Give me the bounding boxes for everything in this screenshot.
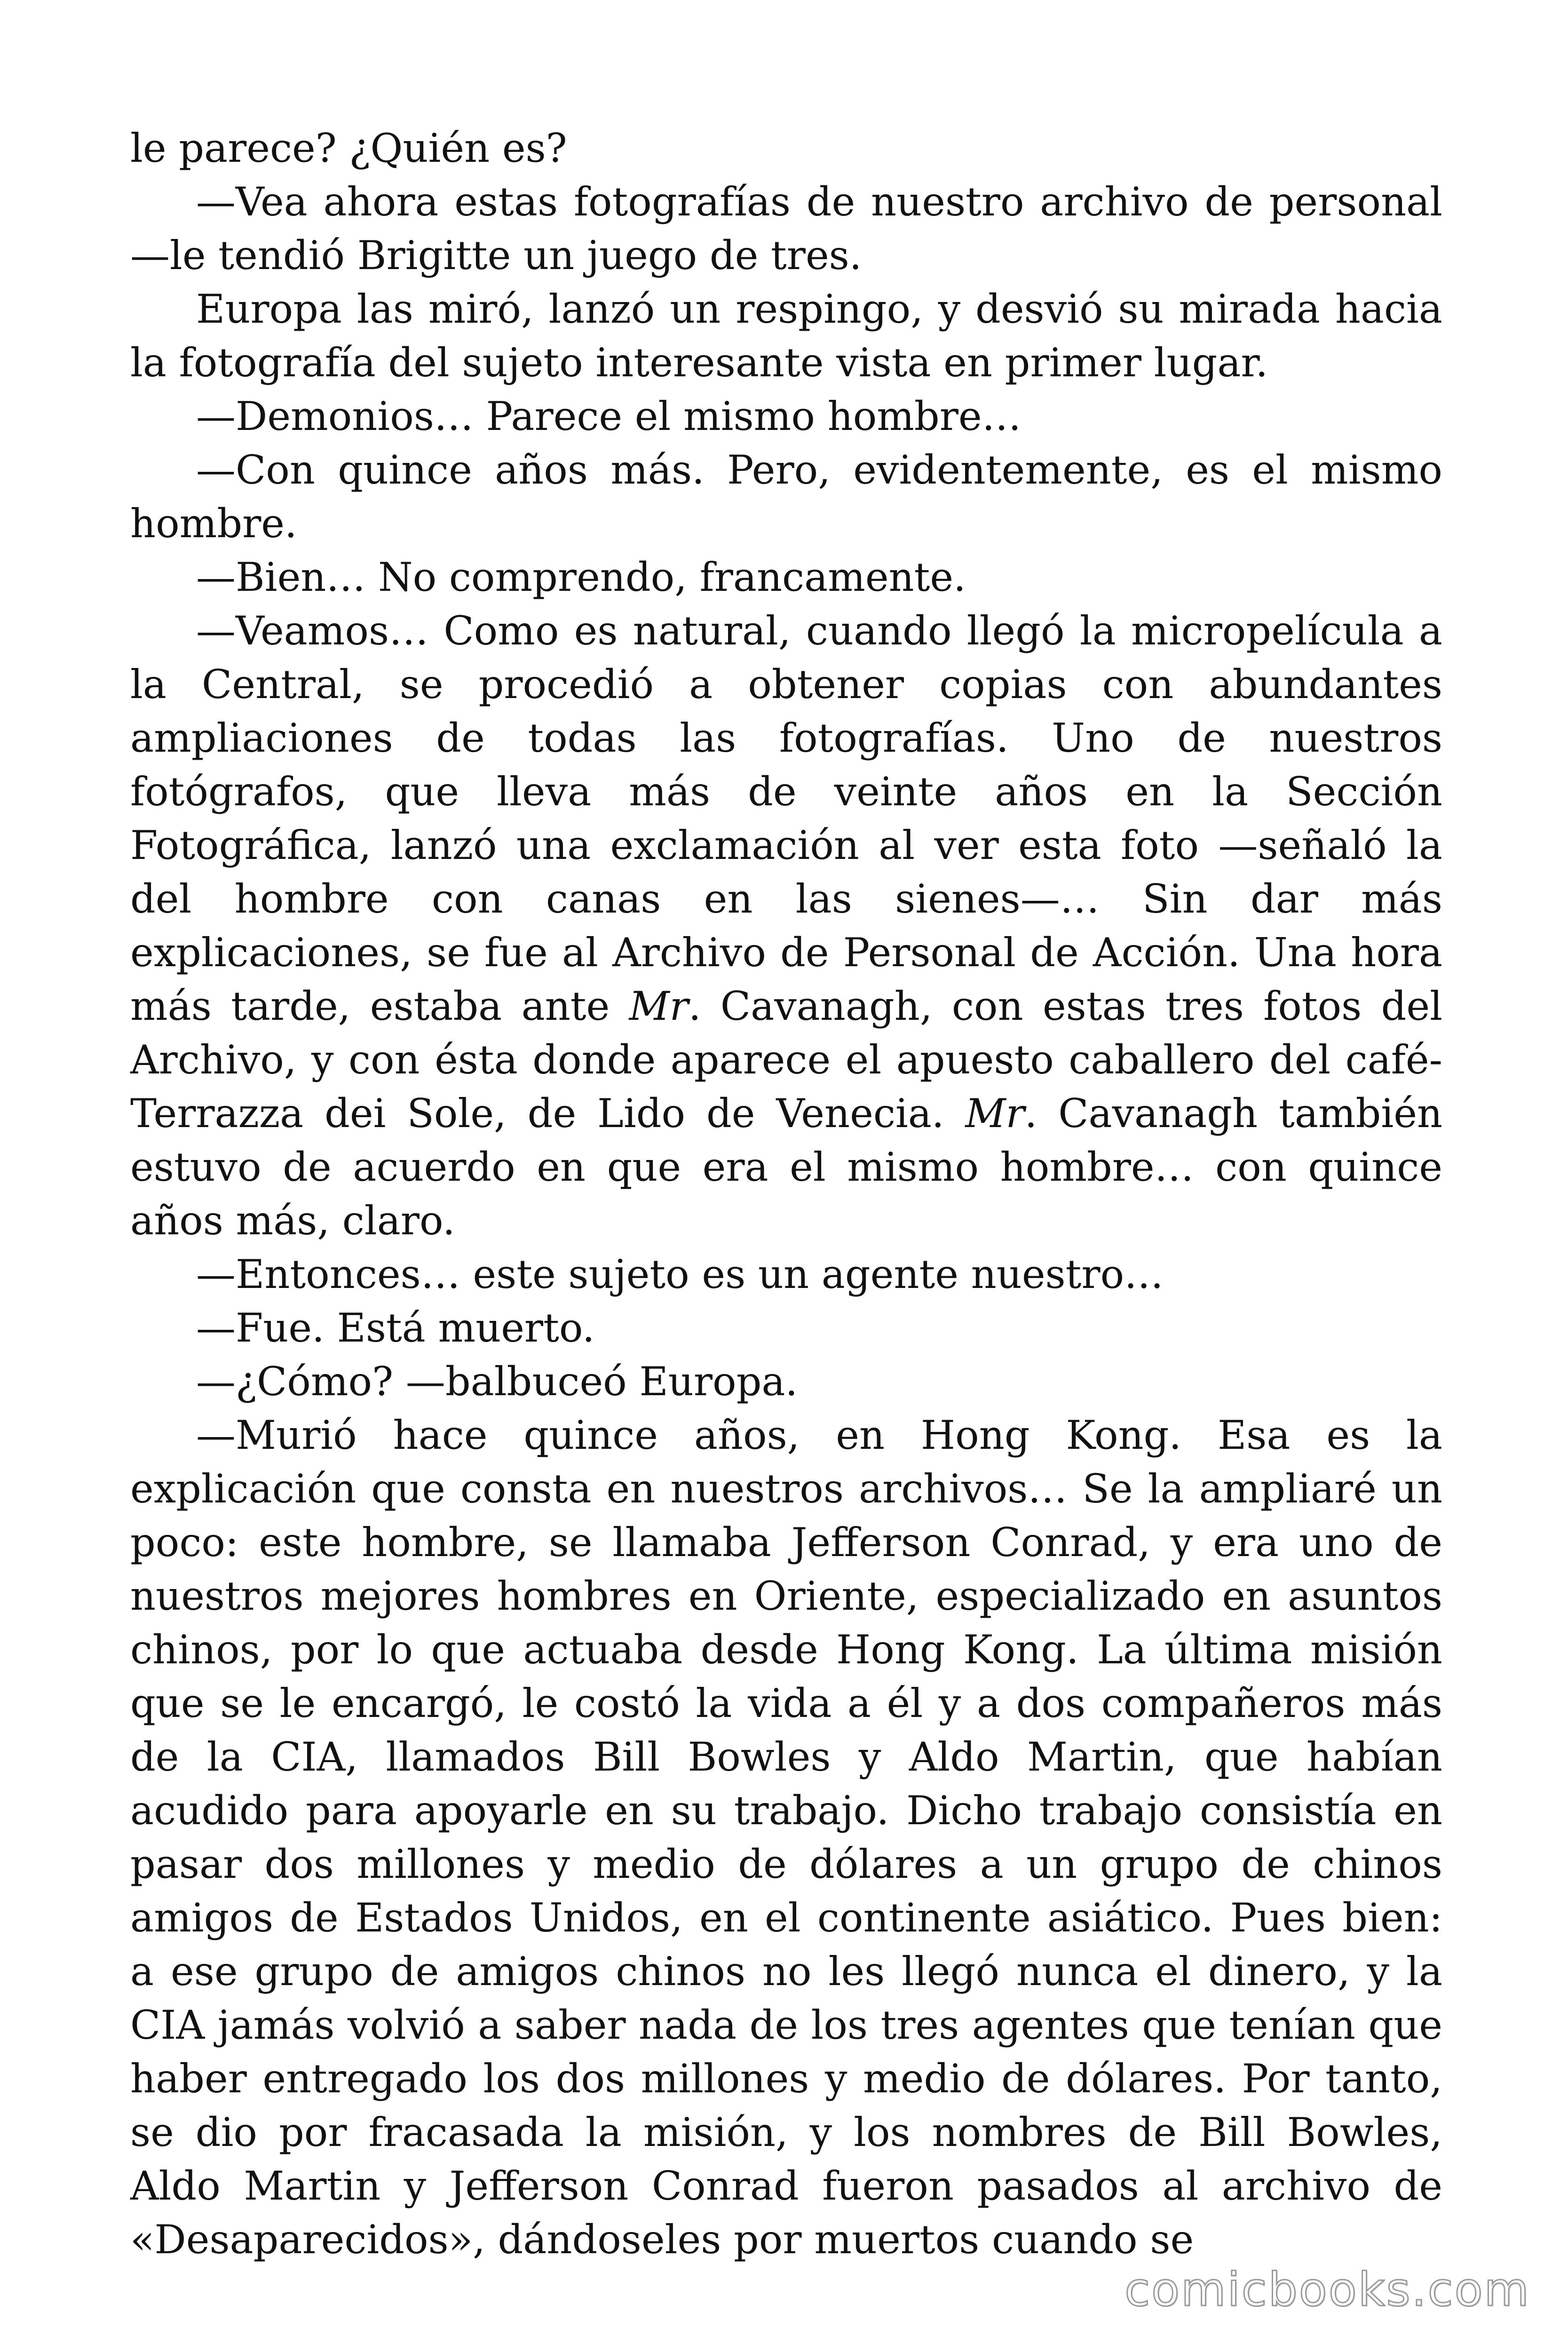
- paragraph-dialogue: —Fue. Está muerto.: [196, 1305, 595, 1351]
- text-segment: . Cavanagh también estuvo de acuerdo en que era el mismo hombre… con quince años más, claro.: [130, 1090, 1443, 1244]
- text-segment: . Cavanagh, con estas tres fotos del Archivo, y con ésta donde aparece el apuesto caballero del café-Terrazza dei Sole, de Lido de Venecia.: [130, 983, 1442, 1136]
- paragraph-dialogue: —Bien… No comprendo, francamente.: [196, 554, 966, 600]
- paragraph-continuation: le parece? ¿Quién es?: [130, 125, 567, 171]
- book-page-text: [130, 121, 1442, 2266]
- paragraph-narration: Europa las miró, lanzó un respingo, y desvió su mirada hacia la fotografía del sujeto interesante vista en primer lugar.: [130, 286, 1442, 386]
- paragraph-dialogue-long: [130, 604, 1442, 1248]
- paragraph-dialogue: —¿Cómo? —balbuceó Europa.: [196, 1359, 798, 1405]
- paragraph-dialogue: —Vea ahora estas fotografías de nuestro archivo de personal —le tendió Brigitte un juego de tres.: [130, 179, 1442, 278]
- paragraph-dialogue: —Demonios… Parece el mismo hombre…: [196, 393, 1022, 439]
- paragraph-dialogue-long: —Murió hace quince años, en Hong Kong. Esa es la explicación que consta en nuestros archivos… Se la ampliaré un poco: este hombre, se llamaba Jefferson Conrad, y era uno de nuestros mejores hombres en Oriente, especializado en asuntos chinos, por lo que actuaba desde Hong Kong. La última misión que se le encargó, le costó la vida a él y a dos compañeros más de la CIA, llamados Bill Bowles y Aldo Martin, que habían acudido para apoyarle en su trabajo. Dicho trabajo consistía en pasar dos millones y medio de dólares a un grupo de chinos amigos de Estados Unidos, en el continente asiático. Pues bien: a ese grupo de amigos chinos no les llegó nunca el dinero, y la CIA jamás volvió a saber nada de los tres agentes que tenían que haber entregado los dos millones y medio de dólares. Por tanto, se dio por fracasada la misión, y los nombres de Bill Bowles, Aldo Martin y Jefferson Conrad fueron pasados al archivo de «Desaparecidos», dándoseles por muertos cuando se: [130, 1412, 1442, 2263]
- text-segment: —Veamos… Como es natural, cuando llegó la micropelícula a la Central, se procedió a obtener copias con abundantes ampliaciones de todas las fotografías. Uno de nuestros fotógrafos, que lleva más de veinte años en la Sección Fotográfica, lanzó una exclamación al ver esta foto —señaló la del hombre con canas en las sienes—… Sin dar más explicaciones, se fue al Archivo de Personal de Acción. Una hora más tarde, estaba ante: [130, 608, 1442, 1029]
- paragraph-dialogue: —Con quince años más. Pero, evidentemente, es el mismo hombre.: [130, 447, 1442, 547]
- italic-title-mr: Mr: [965, 1090, 1025, 1136]
- paragraph-dialogue: —Entonces… este sujeto es un agente nuestro…: [196, 1251, 1164, 1297]
- watermark: comicbooks.com: [1125, 2263, 1530, 2317]
- italic-title-mr: Mr: [629, 983, 689, 1029]
